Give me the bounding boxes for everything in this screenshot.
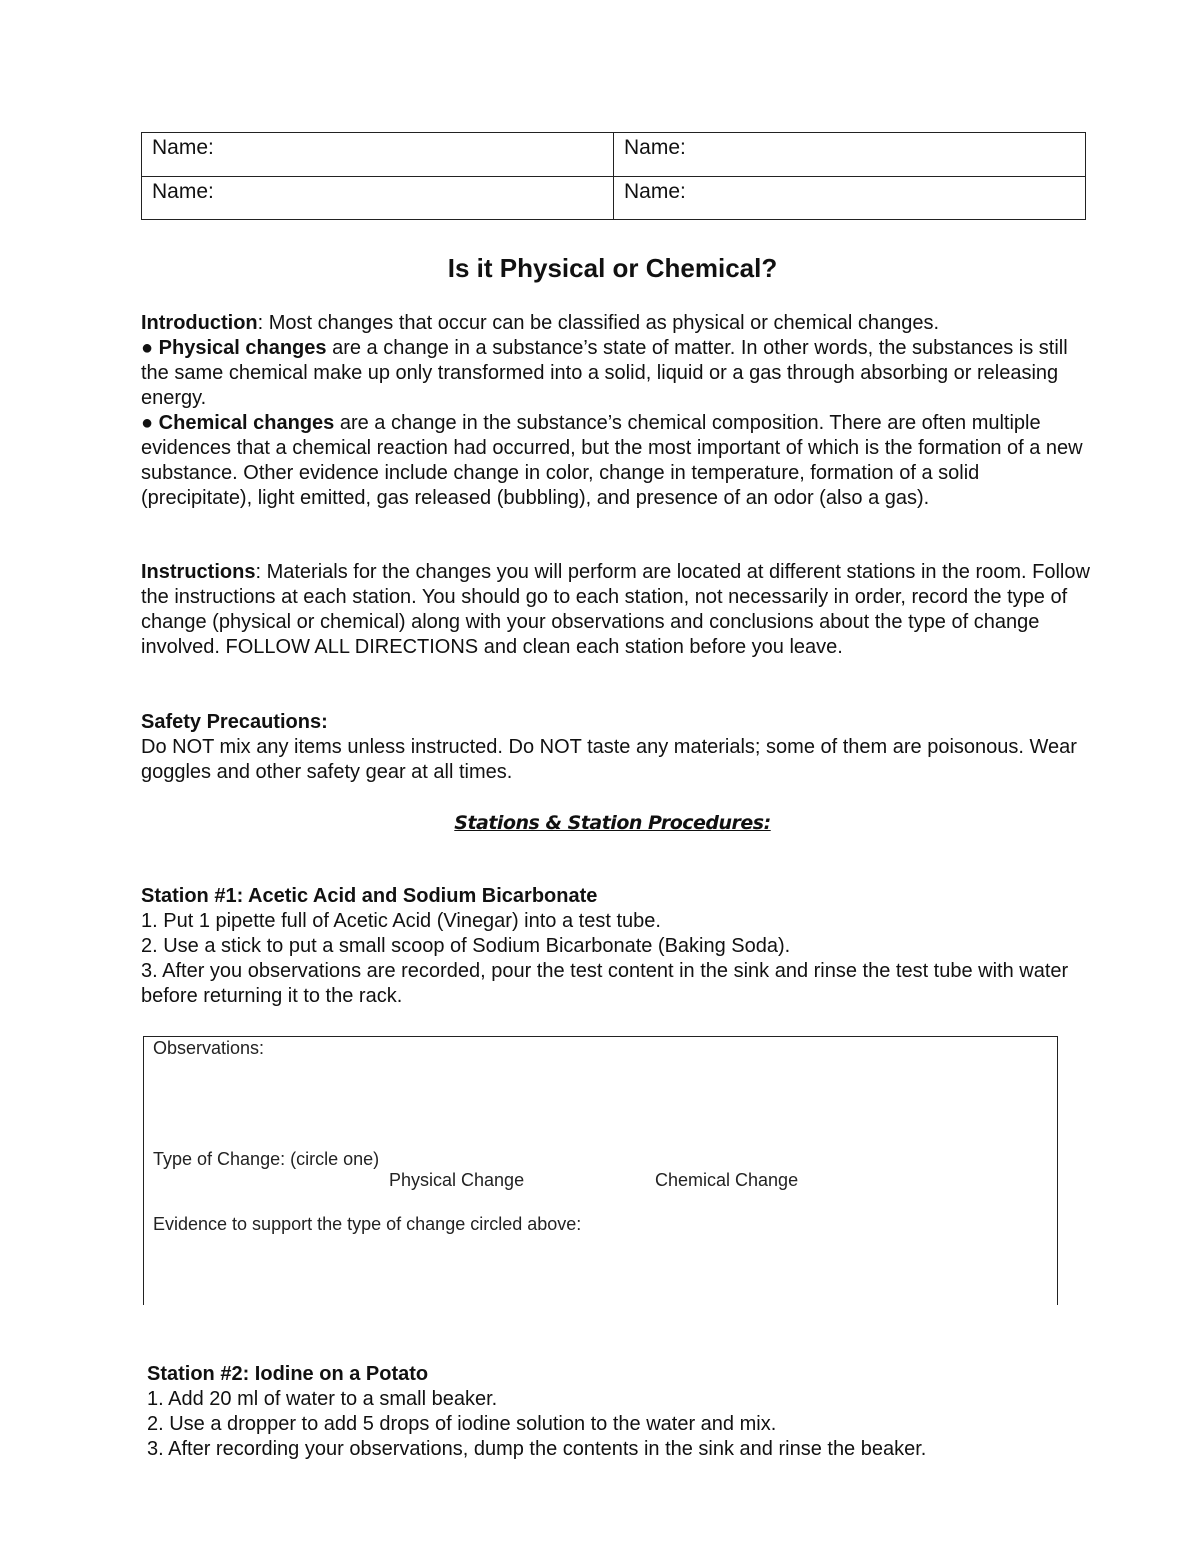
physical-change-option[interactable]: Physical Change: [389, 1170, 525, 1190]
instructions-text: : Materials for the changes you will perform are located at different stations in the room. Follow the instructions at each station. You should go to each station, not necessarily in order, record the type of change (physical or chemical) along with your observations and conclusions about the type of change involved. FOLLOW ALL DIRECTIONS and clean each station before you leave.: [141, 561, 1090, 658]
chemical-changes-item: [141, 411, 1091, 511]
bullet-icon: ●: [141, 337, 154, 359]
evidence-label: Evidence to support the type of change circled above:: [153, 1214, 582, 1234]
station-1-step: 1. Put 1 pipette full of Acetic Acid (Vinegar) into a test tube.: [141, 910, 661, 932]
name-table: [141, 132, 1086, 220]
station-2-step: 3. After recording your observations, dump the contents in the sink and rinse the beaker.: [147, 1438, 927, 1460]
observations-label: Observations:: [153, 1038, 265, 1058]
station-1-heading: Station #1: Acetic Acid and Sodium Bicarbonate: [141, 885, 598, 907]
station-2-step: 2. Use a dropper to add 5 drops of iodine solution to the water and mix.: [147, 1413, 777, 1435]
name-cell-4[interactable]: Name:: [614, 176, 1086, 220]
station-2-heading: Station #2: Iodine on a Potato: [147, 1363, 429, 1385]
introduction-label: Introduction: [141, 312, 258, 334]
stations-heading: Stations & Station Procedures:: [454, 812, 771, 834]
introduction-section: [141, 311, 1091, 511]
physical-changes-term: Physical changes: [158, 337, 327, 359]
name-cell-1[interactable]: Name:: [142, 133, 614, 177]
page-title: Is it Physical or Chemical?: [447, 253, 778, 283]
physical-changes-item: [141, 336, 1091, 411]
chemical-changes-text: are a change in the substance’s chemical composition. There are often multiple evidences that a chemical reaction had occurred, but the most important of which is the formation of a new substance. Other evidence include change in color, change in temperature, formation of a solid (precipitate), light emitted, gas released (bubbling), and presence of an odor (also a gas).: [141, 412, 1083, 509]
station-2-section: [147, 1362, 1097, 1462]
observation-box[interactable]: [143, 1036, 1058, 1305]
station-2-step: 1. Add 20 ml of water to a small beaker.: [147, 1388, 498, 1410]
instructions-paragraph: [141, 560, 1091, 660]
instructions-section: [141, 560, 1091, 660]
safety-section: [141, 710, 1091, 785]
name-cell-2[interactable]: Name:: [614, 133, 1086, 177]
chemical-changes-term: Chemical changes: [158, 412, 335, 434]
name-cell-3[interactable]: Name:: [142, 176, 614, 220]
introduction-paragraph: [141, 311, 1091, 336]
chemical-change-option[interactable]: Chemical Change: [655, 1170, 799, 1190]
bullet-icon: ●: [141, 412, 154, 434]
physical-changes-text: are a change in a substance’s state of matter. In other words, the substances is still the same chemical make up only transformed into a solid, liquid or a gas through absorbing or releasing energy.: [141, 337, 1068, 409]
instructions-label: Instructions: [141, 561, 256, 583]
introduction-text: : Most changes that occur can be classified as physical or chemical changes.: [257, 312, 940, 334]
station-1-step: 2. Use a stick to put a small scoop of Sodium Bicarbonate (Baking Soda).: [141, 935, 791, 957]
station-1-section: [141, 884, 1091, 1009]
safety-text: Do NOT mix any items unless instructed. Do NOT taste any materials; some of them are poisonous. Wear goggles and other safety gear at all times.: [141, 736, 1077, 783]
station-1-step: 3. After you observations are recorded, pour the test content in the sink and rinse the test tube with water before returning it to the rack.: [141, 960, 1069, 1007]
safety-label: Safety Precautions:: [141, 711, 328, 733]
type-of-change-label: Type of Change: (circle one): [153, 1149, 380, 1169]
